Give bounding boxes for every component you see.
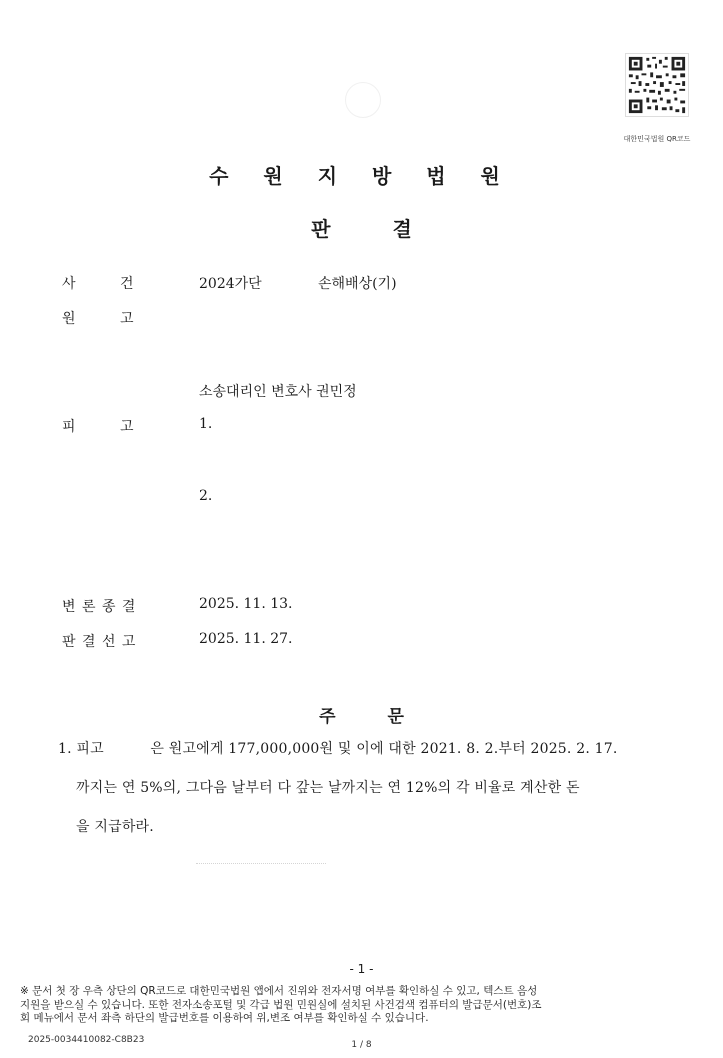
footer-line-3: 회 메뉴에서 문서 좌측 하단의 발급번호를 이용하여 위,변조 여부를 확인하실 수 있습니다. bbox=[20, 1012, 429, 1024]
order-line-1: 1. 피고 은 원고에게 177,000,000원 및 이에 대한 2021. 8. 2.부터 2025. 2. 17. bbox=[58, 741, 618, 757]
defendant-item-2: 2. bbox=[199, 488, 213, 504]
order-line-3: 을 지급하라. bbox=[76, 819, 154, 835]
qr-label: 대한민국법원 QR코드 bbox=[623, 135, 691, 143]
sentencing-date: 2025. 11. 27. bbox=[199, 631, 293, 647]
sentencing-label: 판 결 선 고 bbox=[62, 634, 137, 650]
plaintiff-agent: 소송대리인 변호사 권민정 bbox=[199, 384, 357, 400]
order-line-2: 까지는 연 5%의, 그다음 날부터 다 갚는 날까지는 연 12%의 각 비율로 계산한 돈 bbox=[76, 780, 580, 796]
court-seal-icon bbox=[345, 82, 381, 118]
document-title-char-1: 판 bbox=[311, 217, 331, 241]
document-issue-number: 2025-0034410082-C8B23 bbox=[28, 1035, 145, 1045]
closing-date: 2025. 11. 13. bbox=[199, 596, 293, 612]
case-label: 사 건 bbox=[62, 276, 134, 292]
order-title bbox=[0, 702, 723, 727]
case-title: 손해배상(기) bbox=[318, 276, 397, 292]
plaintiff-label: 원 고 bbox=[62, 311, 134, 327]
defendant-label: 피 고 bbox=[62, 419, 134, 435]
page-number: - 1 - bbox=[349, 962, 374, 976]
defendant-item-1: 1. bbox=[199, 416, 213, 432]
document-title bbox=[0, 213, 723, 242]
closing-label: 변 론 종 결 bbox=[62, 599, 137, 615]
qr-code-icon bbox=[625, 53, 689, 117]
page-count: 1 / 8 bbox=[351, 1040, 372, 1050]
faint-divider bbox=[196, 863, 326, 866]
footer-notice bbox=[20, 985, 700, 1026]
case-number: 2024가단 bbox=[199, 276, 262, 292]
footer-line-2: 지원을 받으실 수 있습니다. 또한 전자소송포털 및 각급 법원 민원실에 설치된 사건검색 컴퓨터의 발급문서(번호)조 bbox=[20, 998, 542, 1011]
footer-line-1: ※ 문서 첫 장 우측 상단의 QR코드로 대한민국법원 앱에서 진위와 전자서명 여부를 확인하실 수 있고, 텍스트 음성 bbox=[20, 985, 538, 997]
order-title-char-1: 주 bbox=[319, 707, 336, 727]
court-name: 수 원 지 방 법 원 bbox=[209, 164, 514, 188]
order-title-char-2: 문 bbox=[387, 707, 404, 727]
document-title-char-2: 결 bbox=[392, 217, 412, 241]
